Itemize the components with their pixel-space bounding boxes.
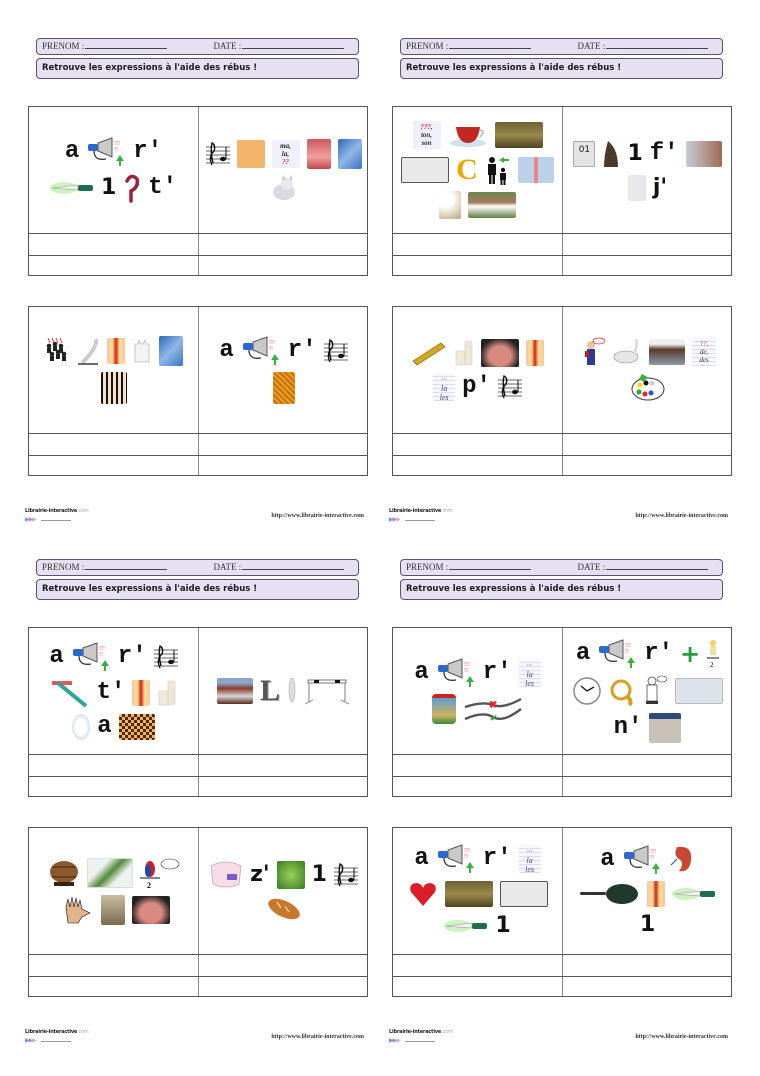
rebus-puzzle-table [392, 306, 732, 476]
rebus-row [414, 658, 540, 688]
rebus-cell-left [393, 307, 562, 433]
publisher-logo: Librairie-interactive.com [25, 508, 89, 514]
rebus-letter: a [49, 643, 64, 670]
answer-line-right-2[interactable] [563, 777, 732, 798]
svg-text:!!!: !!! [114, 141, 121, 147]
publisher-logo: Librairie-interactive.com [389, 508, 453, 514]
rebus-letter: + [680, 640, 701, 668]
prenom-label: PRENOM : [406, 41, 449, 51]
logo-arrows-icon: ▶▶▶ [25, 517, 36, 523]
sound-wave-icon [675, 678, 723, 704]
answer-line-left-2[interactable] [393, 256, 562, 277]
rebus-puzzle-table [392, 627, 732, 797]
prenom-field[interactable] [85, 40, 167, 49]
footer-url[interactable]: http://www.librairie-interactive.com [635, 513, 728, 519]
ruler-icon [411, 339, 447, 367]
prenom-label: PRENOM : [42, 41, 85, 51]
answer-line-left-2[interactable] [29, 777, 198, 798]
answer-line-right-2[interactable] [563, 456, 732, 477]
old-sign-icon [401, 157, 449, 183]
music-note-icon [154, 644, 178, 670]
old-sign-icon [500, 881, 548, 907]
rebus-letter: t' [148, 174, 178, 201]
svg-text:!!!: !!! [463, 662, 470, 668]
rebus-letter: a [575, 640, 591, 667]
answer-line-right-1[interactable] [563, 434, 732, 455]
logo-arrows-icon: ▶▶▶ [389, 517, 400, 523]
feather-icon [287, 676, 297, 706]
sheet-footer [389, 1029, 734, 1049]
answer-line-right-1[interactable] [199, 234, 368, 255]
svg-text:!!!: !!! [268, 340, 275, 346]
sailor-icon [579, 337, 605, 367]
instruction-banner: Retrouve les expressions à l'aide des rébus ! [36, 579, 359, 600]
rebus-row [206, 139, 362, 169]
plastic-bag-icon [132, 338, 152, 364]
tooth-icon [647, 881, 665, 907]
rebus-row [48, 857, 180, 889]
rebus-letter: r' [133, 138, 163, 165]
rebus-letter: a [219, 337, 234, 364]
rebus-row [273, 372, 295, 404]
svg-text:!!: !! [114, 147, 119, 153]
rebus-row [50, 173, 177, 203]
answer-line-left-2[interactable] [393, 777, 562, 798]
hurdle-icon [304, 676, 350, 706]
rebus-row [630, 373, 666, 403]
rebus-row [572, 675, 723, 707]
rebus-letter: r' [287, 337, 317, 364]
rebus-row [72, 714, 154, 740]
milk-icon [454, 339, 474, 367]
rebus-letter: 1 [639, 912, 656, 937]
tooth-icon [132, 680, 150, 706]
lily-of-valley-calendar-icon [87, 858, 133, 888]
rebus-letter: 1 [100, 175, 117, 200]
arc-de-triomphe-icon [649, 713, 681, 743]
knife-icon [444, 919, 488, 933]
answer-line-left-2[interactable] [393, 456, 562, 477]
rebus-cell-left [29, 828, 198, 954]
rebus-row [101, 372, 127, 404]
instruction-banner: Retrouve les expressions à l'aide des rébus ! [36, 58, 359, 79]
svg-text:2: 2 [146, 881, 151, 889]
date-label: DATE : [213, 562, 242, 572]
answer-line-left-1[interactable] [29, 434, 198, 455]
tongue-icon [307, 139, 331, 169]
frying-pan-icon [580, 882, 640, 906]
rebus-cell-right [563, 107, 732, 233]
rebus-row [576, 639, 719, 669]
rebus-letter: p' [462, 373, 491, 400]
tooth-icon [526, 340, 544, 366]
parrot-half-icon [140, 857, 180, 889]
rebus-letter: t' [96, 679, 126, 706]
rebus-letter: r' [482, 659, 512, 686]
rebus-row [65, 137, 162, 167]
milk-icon [157, 679, 177, 707]
name-date-header [400, 38, 723, 55]
calendar-01-icon: 01 [573, 141, 595, 167]
heart-icon [408, 880, 438, 908]
answer-line-left-2[interactable] [29, 456, 198, 477]
rebus-letter: n' [613, 714, 643, 741]
snakes-icon [463, 695, 523, 723]
rebus-row [269, 175, 299, 201]
rebus-cell-left [29, 628, 198, 754]
rebus-letter: a [414, 659, 429, 686]
megaphone-icon [436, 844, 476, 874]
iron-icon [602, 139, 620, 169]
rebus-cell-right [199, 828, 368, 954]
publisher-logo: Librairie-interactive.com [389, 1029, 453, 1035]
svg-text:✔: ✔ [490, 713, 498, 723]
kidney-icon [669, 845, 695, 875]
answer-line-left-1[interactable] [29, 234, 198, 255]
instruction-banner: Retrouve les expressions à l'aide des rébus ! [400, 58, 723, 79]
rebus-row [628, 175, 667, 201]
svg-text:!!: !! [625, 649, 630, 655]
rebus-cell-right [199, 628, 368, 754]
answer-line-right-1[interactable] [563, 234, 732, 255]
rebus-row [408, 880, 548, 908]
paint-palette-icon [630, 373, 666, 403]
rebus-letter: j' [652, 175, 668, 200]
svg-text:!!: !! [463, 854, 468, 860]
nose-icon [237, 140, 265, 168]
rebus-letter: 1 [495, 913, 511, 938]
rebus-cell-right [563, 828, 732, 954]
half-figure-icon [707, 639, 719, 669]
hand-icon [58, 895, 94, 925]
tea-cup-icon [448, 121, 488, 149]
publisher-logo: Librairie-interactive.com [25, 1029, 89, 1035]
rebus-letter: a [97, 713, 112, 740]
rebus-row [580, 881, 716, 907]
crowd-icon [45, 338, 69, 364]
rebus-letter: z' [250, 862, 270, 887]
rebus-letter: a [64, 138, 80, 165]
prenom-field[interactable] [449, 561, 531, 570]
french-fries-icon [273, 372, 295, 404]
rebus-cell-left [393, 628, 562, 754]
rebus-row [614, 713, 682, 743]
knife-icon [50, 181, 94, 195]
svg-text:!!!: !!! [98, 646, 105, 652]
cows-icon [468, 192, 516, 218]
answer-line-right-1[interactable] [199, 434, 368, 455]
answer-line-right-2[interactable] [199, 256, 368, 277]
rebus-row [58, 895, 170, 925]
answer-line-right-1[interactable] [199, 955, 368, 976]
name-date-header [36, 38, 359, 55]
svg-text:!!!: !!! [649, 849, 656, 855]
rebus-letter: 1 [311, 862, 327, 887]
rebus-cell-left [29, 307, 198, 433]
date-field[interactable] [242, 40, 344, 49]
rebus-letter: f' [649, 140, 679, 167]
rebus-row [49, 642, 177, 672]
svg-text:!!: !! [649, 855, 654, 861]
rain-icon [338, 139, 362, 169]
barrel-icon [48, 858, 80, 888]
rebus-row [433, 373, 522, 401]
rebus-row [439, 191, 516, 219]
rebus-puzzle-table [392, 106, 732, 276]
foot-icon [481, 339, 519, 367]
rebus-letter: r' [117, 643, 147, 670]
answer-line-left-2[interactable] [29, 977, 198, 998]
rebus-row [219, 336, 347, 366]
notebook-la-les-icon: ··· la les [519, 845, 541, 873]
answer-line-right-2[interactable] [199, 777, 368, 798]
footer-url[interactable]: http://www.librairie-interactive.com [635, 1034, 728, 1040]
svg-text:2: 2 [710, 661, 714, 669]
answer-line-right-1[interactable] [199, 755, 368, 776]
rebus-row [50, 678, 178, 708]
rebus-row [45, 336, 183, 366]
rebus-row [217, 676, 350, 706]
answer-line-left-1[interactable] [393, 955, 562, 976]
rebus-cell-left [29, 107, 198, 233]
letter-c-icon: C [456, 153, 478, 186]
bowling-pins-icon [101, 372, 127, 404]
burp-icon [686, 141, 722, 167]
rebus-puzzle-table [28, 827, 368, 997]
footer-url[interactable]: http://www.librairie-interactive.com [271, 1034, 364, 1040]
lollipop-icon [628, 175, 646, 201]
rebus-row [209, 860, 358, 890]
sheet-footer [25, 1029, 370, 1049]
rebus-cell-left [393, 107, 562, 233]
union-jack-queen-icon [518, 157, 554, 183]
answer-line-right-2[interactable] [199, 456, 368, 477]
music-note-icon [324, 338, 348, 364]
woman-talking-icon [649, 339, 685, 365]
answer-line-right-2[interactable] [563, 977, 732, 998]
notebook-ton-son-icon: ???, ton, son [413, 121, 441, 149]
megaphone-icon [622, 845, 662, 875]
rebus-letter: r' [482, 845, 512, 872]
name-date-header [36, 559, 359, 576]
comic-scene-icon [445, 881, 493, 907]
quill-icon [76, 337, 100, 365]
worm-icon [123, 173, 141, 203]
knife-icon [672, 887, 716, 901]
rebus-row [573, 139, 721, 169]
tooth-icon [107, 338, 125, 364]
megaphone-icon [86, 137, 126, 167]
bread-icon [265, 896, 303, 922]
sheet-footer [389, 508, 734, 528]
answer-line-left-2[interactable] [393, 977, 562, 998]
rain-icon [159, 336, 183, 366]
old-photo-icon [101, 895, 125, 925]
megaphone-icon [241, 336, 281, 366]
pope-icon [72, 714, 90, 740]
answer-line-left-1[interactable] [29, 755, 198, 776]
goose-icon [612, 337, 642, 367]
t-square-icon [50, 678, 90, 708]
answer-line-right-2[interactable] [199, 977, 368, 998]
potty-icon [209, 860, 243, 890]
hedge-icon [277, 861, 305, 889]
date-field[interactable] [606, 40, 708, 49]
rebus-puzzle-table [28, 106, 368, 276]
date-label: DATE : [577, 41, 606, 51]
answer-line-left-2[interactable] [29, 256, 198, 277]
music-note-icon [498, 374, 522, 400]
name-date-header [400, 559, 723, 576]
rebus-cell-right [199, 107, 368, 233]
rebus-row [432, 694, 523, 724]
answer-line-right-1[interactable] [563, 955, 732, 976]
rebus-letter: r' [644, 640, 674, 667]
music-note-icon [206, 141, 230, 167]
prenom-label: PRENOM : [42, 562, 85, 572]
date-field[interactable] [606, 561, 708, 570]
rebus-row [401, 155, 554, 185]
notebook-de-des-icon: ??, de, des [692, 338, 716, 366]
svg-text:!!: !! [268, 346, 273, 352]
rebus-cell-left [393, 828, 562, 954]
answer-line-left-1[interactable] [393, 434, 562, 455]
rebus-puzzle-table [392, 827, 732, 997]
tin-can-icon [432, 694, 456, 724]
rebus-row [265, 896, 303, 922]
rebus-row [413, 121, 543, 149]
rebus-cell-right [563, 307, 732, 433]
notebook-la-les-icon: ··· la les [519, 659, 541, 687]
rebus-letter: a [414, 845, 429, 872]
comic-scene-icon [495, 122, 543, 148]
notebook-la-les-icon: ··· la les [433, 373, 455, 401]
sheet-footer [25, 508, 370, 528]
parent-child-icon [485, 155, 511, 185]
rebus-cell-right [563, 628, 732, 754]
svg-text:!!: !! [98, 652, 103, 658]
rebus-puzzle-table [28, 306, 368, 476]
svg-text:✖: ✖ [489, 700, 498, 711]
prenom-field[interactable] [85, 561, 167, 570]
rebus-letter: 1 [627, 141, 643, 166]
rebus-row [600, 845, 694, 875]
date-label: DATE : [577, 562, 606, 572]
answer-line-left-1[interactable] [393, 755, 562, 776]
logo-arrows-icon: ▶▶▶ [389, 1038, 400, 1044]
letter-l-icon: L [259, 674, 280, 707]
answer-line-left-1[interactable] [29, 955, 198, 976]
rooftops-icon [217, 678, 253, 704]
rebus-row [640, 913, 655, 937]
rebus-row [579, 337, 716, 367]
svg-text:!!: !! [463, 668, 468, 674]
prenom-field[interactable] [449, 40, 531, 49]
french-horn-icon [609, 676, 635, 706]
logo-arrows-icon: ▶▶▶ [25, 1038, 36, 1044]
rebus-cell-right [199, 307, 368, 433]
rebus-row [411, 339, 544, 367]
foot-icon [132, 896, 170, 924]
rebus-puzzle-table [28, 627, 368, 797]
chess-board-icon [119, 714, 155, 740]
cat-icon [269, 175, 299, 201]
music-note-icon [334, 862, 358, 888]
megaphone-icon [436, 658, 476, 688]
megaphone-icon [597, 639, 637, 669]
svg-text:!!!: !!! [463, 848, 470, 854]
date-field[interactable] [242, 561, 344, 570]
svg-text:!!!: !!! [625, 643, 632, 649]
eggs-icon [439, 191, 461, 219]
rebus-row [444, 914, 510, 938]
answer-line-right-1[interactable] [563, 755, 732, 776]
answer-line-right-2[interactable] [563, 256, 732, 277]
instruction-banner: Retrouve les expressions à l'aide des rébus ! [400, 579, 723, 600]
answer-line-left-1[interactable] [393, 234, 562, 255]
footer-url[interactable]: http://www.librairie-interactive.com [271, 513, 364, 519]
statue-man-icon [642, 675, 668, 707]
clock-icon [572, 676, 602, 706]
megaphone-icon [71, 642, 111, 672]
notebook-ma-la-icon: ma, la, ?? [272, 140, 300, 168]
rebus-row [414, 844, 540, 874]
prenom-label: PRENOM : [406, 562, 449, 572]
rebus-letter: a [600, 846, 615, 873]
date-label: DATE : [213, 41, 242, 51]
